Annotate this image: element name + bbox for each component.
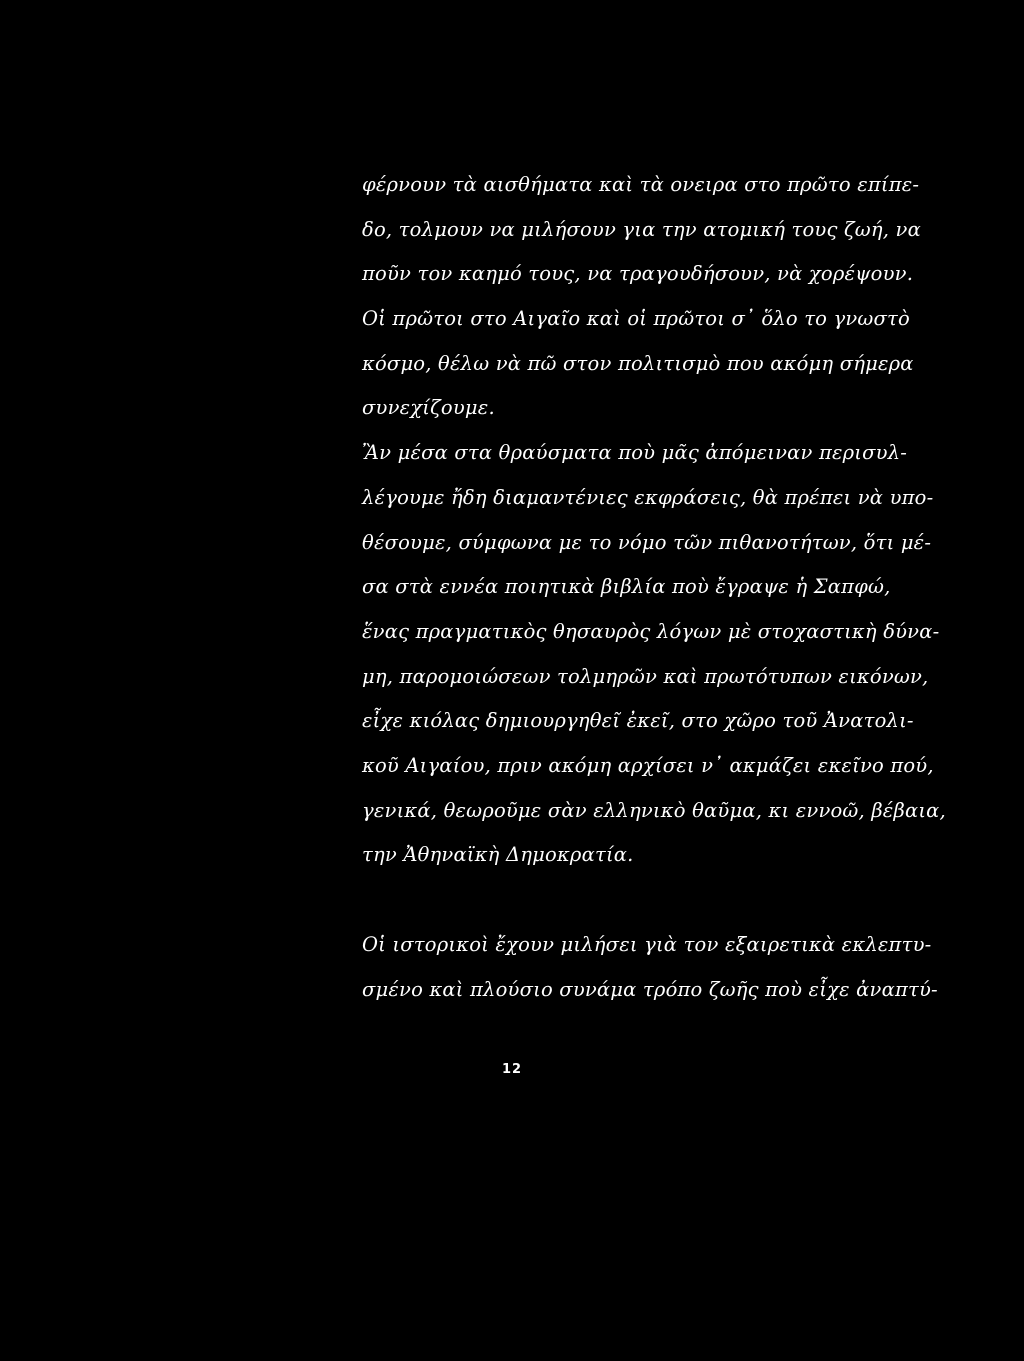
text-line: Ἂν μέσα στα θραύσματα ποὺ μᾶς ἀπόμειναν περισυλ- — [362, 441, 908, 465]
text-line: Οἱ ιστορικοὶ ἔχουν μιλήσει γιὰ τον εξαιρετικὰ εκλεπτυ- — [362, 933, 932, 956]
text-line: θέσουμε, σύμφωνα με το νόμο τῶν πιθανοτήτων, ὅτι μέ- — [362, 530, 932, 554]
text-line: μη, παρομοιώσεων τολμηρῶν καὶ πρωτότυπων εικόνων, — [362, 664, 929, 688]
paragraph-1 — [362, 163, 946, 878]
text-line: ἕνας πραγματικὸς θησαυρὸς λόγων μὲ στοχαστικὴ δύνα- — [362, 619, 940, 643]
text-line: την Ἀθηναϊκὴ Δημοκρατία. — [362, 843, 634, 867]
text-line: κόσμο, θέλω νὰ πῶ στον πολιτισμὸ που ακόμη σήμερα — [362, 351, 914, 375]
text-line: ποῦν τον καημό τους, να τραγουδήσουν, νὰ χορέψουν. — [362, 262, 914, 286]
text-line: σμένο καὶ πλούσιο συνάμα τρόπο ζωῆς ποὺ εἶχε ἀναπτύ- — [362, 977, 938, 1001]
text-line: δο, τολμουν να μιλήσουν για την ατομική τους ζωή, να — [362, 217, 921, 241]
text-line: κοῦ Αιγαίου, πριν ακόμη αρχίσει ν᾽ ακμάζει εκεῖνο πού, — [362, 753, 934, 777]
text-line: Οἱ πρῶτοι στο Αιγαῖο καὶ οἱ πρῶτοι σ᾽ ὅλο το γνωστὸ — [362, 307, 910, 331]
text-line: συνεχίζουμε. — [362, 396, 495, 420]
text-line: σα στὰ εννέα ποιητικὰ βιβλία ποὺ ἔγραψε ἡ Σαπφώ, — [362, 575, 891, 599]
paragraph-2 — [362, 923, 938, 1012]
text-line: φέρνουν τὰ αισθήματα καὶ τὰ ονειρα στο πρῶτο επίπε- — [362, 173, 920, 196]
text-line: γενικά, θεωροῦμε σὰν ελληνικὸ θαῦμα, κι εννοῶ, βέβαια, — [362, 798, 946, 822]
text-line: εἶχε κιόλας δημιουργηθεῖ ἐκεῖ, στο χῶρο τοῦ Ἀνατολι- — [362, 709, 914, 733]
page-number: 12 — [501, 1062, 523, 1077]
text-line: λέγουμε ἤδη διαμαντένιες εκφράσεις, θὰ πρέπει νὰ υπο- — [362, 485, 934, 509]
